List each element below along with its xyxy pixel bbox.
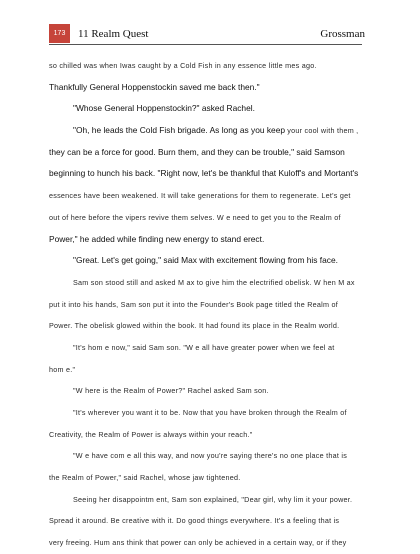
text-line (49, 55, 362, 77)
text-line (49, 185, 362, 207)
text-line (49, 337, 362, 359)
text-line (49, 250, 362, 272)
text-line-content: Creativity, the Realm of Power is always within your reach." (49, 429, 253, 439)
text-line (49, 489, 362, 511)
text-line-content: put it into his hands, Sam son put it into the Founder's Book page titled the Realm of (49, 299, 338, 309)
text-line (49, 467, 362, 489)
author-name: Grossman (320, 28, 365, 40)
text-line-content: "Great. Let's get going," said Max with excitement flowing from his face. (73, 255, 338, 266)
text-line-content: "W here is the Realm of Power?" Rachel asked Sam son. (73, 386, 269, 396)
text-line (49, 77, 362, 99)
text-line-content: they can be a force for good. Burn them, and they can be trouble," said Samson (49, 146, 345, 157)
text-line (49, 445, 362, 467)
text-line (49, 142, 362, 164)
page-body (49, 55, 362, 554)
header-divider (49, 44, 362, 45)
text-line (49, 229, 362, 251)
text-line (49, 424, 362, 446)
text-line-content: "It's wherever you want it to be. Now that you have broken through the Realm of (73, 408, 347, 417)
text-line (49, 272, 362, 294)
text-line (49, 510, 362, 532)
book-title: 11 Realm Quest (78, 28, 149, 40)
text-line-content: out of here before the vipers revive them selves. W e need to get you to the Realm of (49, 212, 341, 222)
text-line-content: Sam son stood still and asked M ax to give him the electrified obelisk. W hen M ax (73, 277, 355, 287)
text-line (49, 120, 362, 142)
text-line-tail: your cool with them , (285, 126, 359, 136)
text-line-content: Power," he added while finding new energy to stand erect. (49, 233, 265, 244)
text-line-content: very freeing. Hum ans think that power can only be achieved in a certain way, or if they (49, 538, 347, 548)
page-number-badge: 173 (49, 24, 70, 43)
text-line-content: "Whose General Hoppenstockin?" asked Rachel. (73, 103, 255, 114)
text-line-content: so chilled was when Iwas caught by a Cold Fish in any essence little mes ago. (49, 61, 317, 70)
text-line (49, 294, 362, 316)
text-line-content: Seeing her disappointm ent, Sam son explained, "Dear girl, why lim it your power. (73, 494, 353, 504)
text-line-content: the Realm of Power," said Rachel, whose jaw tightened. (49, 473, 241, 483)
text-line (49, 315, 362, 337)
text-line (49, 402, 362, 424)
text-line-content: hom e." (49, 364, 76, 374)
text-line-content: "It's hom e now," said Sam son. "W e all have greater power when we feel at (73, 342, 335, 352)
text-line (49, 380, 362, 402)
text-line-content: Spread it around. Be creative with it. Do good things everywhere. It's a feeling that is (49, 516, 340, 526)
text-line-content: "Oh, he leads the Cold Fish brigade. As long as you keep (73, 125, 286, 136)
text-line (49, 207, 362, 229)
text-line-content: "W e have com e all this way, and now you're saying there's no one place that is (73, 451, 348, 461)
text-line-content: Thankfully General Hoppenstockin saved me back then." (49, 81, 260, 92)
text-line (49, 163, 362, 185)
text-line-content: beginning to hunch his back. "Right now, let's be thankful that Kuloff's and Mortant's (49, 168, 359, 179)
text-line (49, 359, 362, 381)
text-line (49, 532, 362, 554)
text-line-content: essences have been weakened. It will take generations for them to regenerate. Let's get (49, 191, 351, 201)
text-line (49, 98, 362, 120)
page-header (0, 0, 420, 60)
text-line-content: Power. The obelisk glowed within the book. It had found its place in the Realm world. (49, 321, 340, 331)
